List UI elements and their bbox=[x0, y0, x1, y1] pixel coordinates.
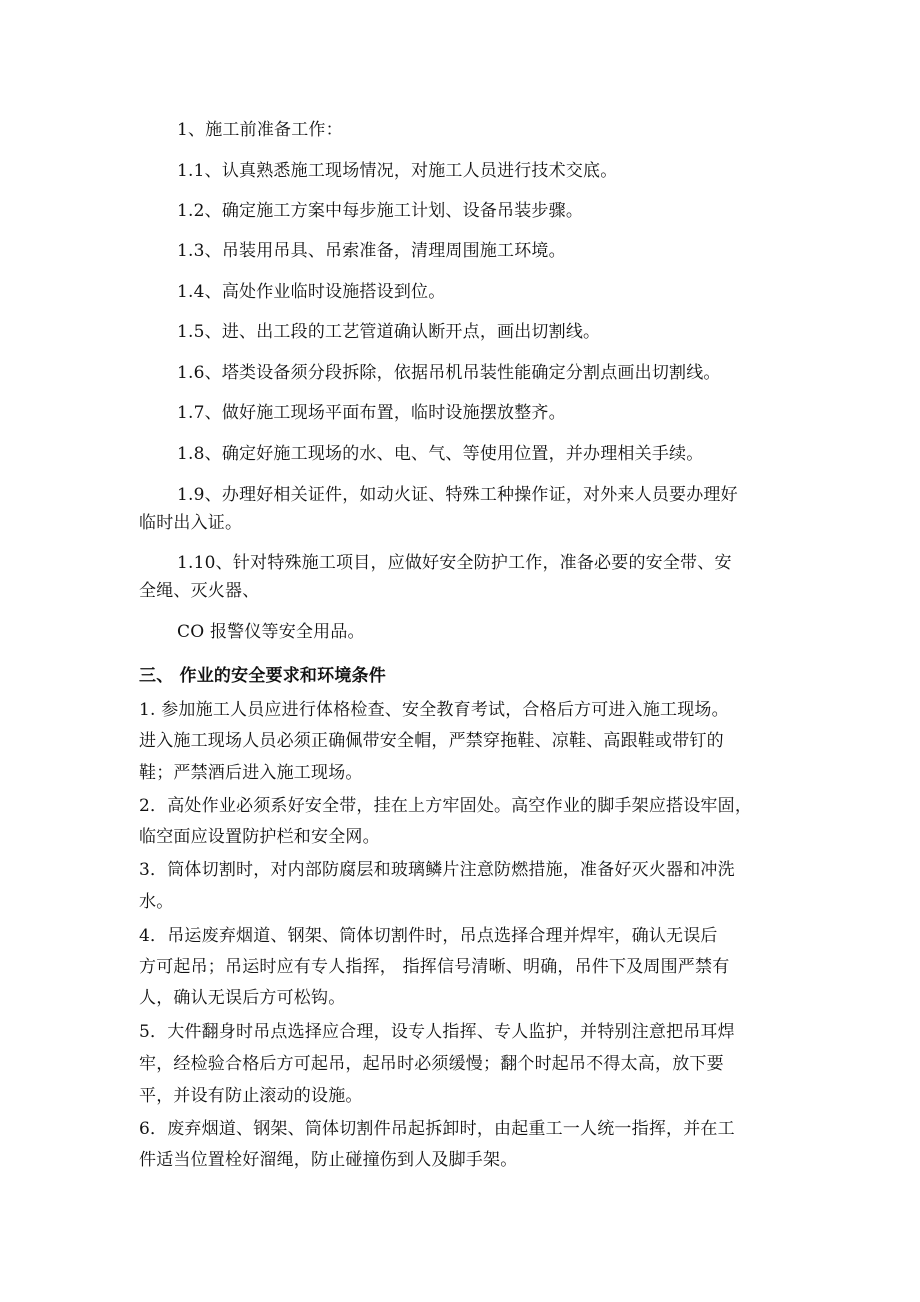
prep-item-1-6: 1.6、塔类设备须分段拆除，依据吊机吊装性能确定分割点画出切割线。 bbox=[177, 363, 721, 383]
safety-p4-line1: 4．吊运废弃烟道、钢架、筒体切割件时，吊点选择合理并焊牢，确认无误后 bbox=[139, 926, 718, 946]
prep-item-1-9-line1: 1.9、办理好相关证件，如动火证、特殊工种操作证，对外来人员要办理好 bbox=[177, 485, 738, 505]
safety-p1-line2: 进入施工现场人员必须正确佩带安全帽，严禁穿拖鞋、凉鞋、高跟鞋或带钉的 bbox=[139, 731, 724, 751]
prep-item-1-1: 1.1、认真熟悉施工现场情况，对施工人员进行技术交底。 bbox=[177, 161, 618, 181]
safety-p2-line2: 临空面应设置防护栏和安全网。 bbox=[139, 827, 380, 847]
safety-p5-line1: 5．大件翻身时吊点选择应合理，设专人指挥、专人监护，并特别注意把吊耳焊 bbox=[139, 1022, 735, 1042]
prep-item-1-2: 1.2、确定施工方案中每步施工计划、设备吊装步骤。 bbox=[177, 201, 584, 221]
safety-p4-line2: 方可起吊；吊运时应有专人指挥， 指挥信号清晰、明确，吊件下及周围严禁有 bbox=[139, 957, 730, 977]
safety-p2-line1: 2．高处作业必须系好安全带，挂在上方牢固处。高空作业的脚手架应搭设牢固， bbox=[139, 796, 753, 816]
prep-item-1-7: 1.7、做好施工现场平面布置，临时设施摆放整齐。 bbox=[177, 403, 566, 423]
prep-item-1-10-line1: 1.10、针对特殊施工项目，应做好安全防护工作，准备必要的安全带、安 bbox=[177, 553, 732, 573]
safety-p3-line1: 3．筒体切割时，对内部防腐层和玻璃鳞片注意防燃措施，准备好灭火器和冲洗 bbox=[139, 860, 735, 880]
prep-item-1-3: 1.3、吊装用吊具、吊索准备，清理周围施工环境。 bbox=[177, 241, 566, 261]
prep-item-1-5: 1.5、进、出工段的工艺管道确认断开点，画出切割线。 bbox=[177, 322, 601, 342]
safety-p6-line1: 6．废弃烟道、钢架、筒体切割件吊起拆卸时，由起重工一人统一指挥，并在工 bbox=[139, 1119, 735, 1139]
safety-p5-line3: 平，并设有防止滚动的设施。 bbox=[139, 1086, 363, 1106]
prep-item-1-10-line3: CO 报警仪等安全用品。 bbox=[177, 622, 365, 642]
prep-item-1-9-line2: 临时出入证。 bbox=[139, 513, 243, 533]
prep-item-1-10-line2: 全绳、灭火器、 bbox=[139, 581, 260, 601]
safety-heading: 三、 作业的安全要求和环境条件 bbox=[139, 666, 386, 686]
prep-heading: 1、施工前准备工作： bbox=[177, 120, 343, 140]
safety-p6-line2: 件适当位置栓好溜绳，防止碰撞伤到人及脚手架。 bbox=[139, 1150, 518, 1170]
safety-p3-line2: 水。 bbox=[139, 892, 174, 912]
safety-p1-line3: 鞋；严禁酒后进入施工现场。 bbox=[139, 763, 363, 783]
safety-p4-line3: 人，确认无误后方可松钩。 bbox=[139, 988, 346, 1008]
prep-item-1-8: 1.8、确定好施工现场的水、电、气、等使用位置，并办理相关手续。 bbox=[177, 444, 704, 464]
safety-p1-line1: 1. 参加施工人员应进行体格检查、安全教育考试，合格后方可进入施工现场。 bbox=[139, 700, 729, 720]
prep-item-1-4: 1.4、高处作业临时设施搭设到位。 bbox=[177, 282, 446, 302]
safety-p5-line2: 牢，经检验合格后方可起吊，起吊时必须缓慢；翻个时起吊不得太高，放下要 bbox=[139, 1054, 724, 1074]
